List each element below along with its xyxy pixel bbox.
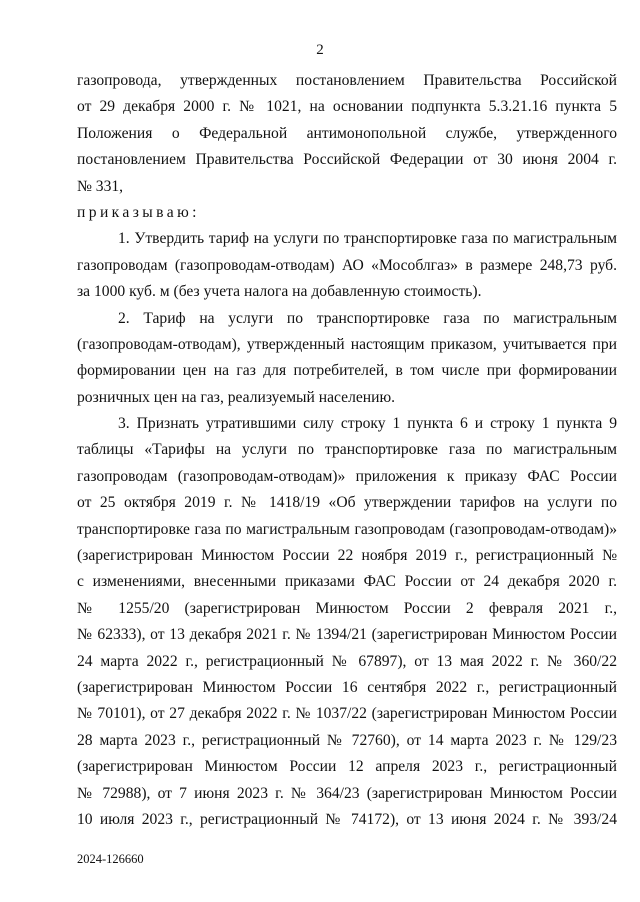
text-line: от 29 декабря 2000 г. № 1021, на основании подпункта 5.3.21.16 пункта 5: [77, 98, 617, 116]
text-line: (зарегистрирован Минюстом России 22 ноября 2019 г., регистрационный №: [77, 547, 617, 565]
text-line: постановлением Правительства Российской Федерации от 30 июня 2004 г.: [77, 151, 617, 169]
text-line: № 70101), от 27 декабря 2022 г. № 1037/22 (зарегистрирован Минюстом России: [77, 705, 617, 723]
text-line: (газопроводам-отводам), утвержденный настоящим приказом, учитывается при: [77, 335, 617, 353]
text-line: 1. Утвердить тариф на услуги по транспортировке газа по магистральным: [118, 230, 617, 248]
text-line: таблицы «Тарифы на услуги по транспортировке газа по магистральным: [77, 441, 617, 459]
text-line: (зарегистрирован Минюстом России 12 апреля 2023 г., регистрационный: [77, 758, 617, 776]
text-line: № 331,: [77, 177, 124, 195]
text-line: формировании цен на газ для потребителей, в том числе при формировании: [77, 362, 617, 380]
text-line: за 1000 куб. м (без учета налога на добавленную стоимость).: [77, 283, 482, 301]
text-line: 3. Признать утратившими силу строку 1 пункта 6 и строку 1 пункта 9: [118, 415, 617, 433]
text-line: приказываю:: [77, 203, 200, 221]
text-line: 28 марта 2023 г., регистрационный № 72760), от 14 марта 2023 г. № 129/23: [77, 731, 617, 749]
text-line: с изменениями, внесенными приказами ФАС России от 24 декабря 2020 г.: [77, 573, 617, 591]
text-line: (зарегистрирован Минюстом России 16 сентября 2022 г., регистрационный: [77, 678, 617, 696]
text-line: газопроводам (газопроводам-отводам) АО «Мособлгаз» в размере 248,73 руб.: [77, 256, 617, 274]
text-line: газопроводам (газопроводам-отводам)» приложения к приказу ФАС России: [77, 467, 617, 485]
text-line: № 1255/20 (зарегистрирован Минюстом России 2 февраля 2021 г.,: [77, 599, 617, 617]
document-body: [77, 68, 617, 833]
page-number: 2: [316, 42, 324, 58]
document-code: 2024-126660: [77, 852, 144, 866]
text-line: транспортировке газа по магистральным газопроводам (газопроводам-отводам)»: [77, 520, 617, 538]
text-line: от 25 октября 2019 г. № 1418/19 «Об утверждении тарифов на услуги по: [77, 494, 617, 512]
text-line: № 72988), от 7 июня 2023 г. № 364/23 (зарегистрирован Минюстом России: [77, 784, 617, 802]
text-line: 10 июля 2023 г., регистрационный № 74172), от 13 июня 2024 г. № 393/24: [77, 810, 617, 828]
text-line: Положения о Федеральной антимонопольной службе, утвержденного: [77, 124, 617, 142]
text-line: 24 марта 2022 г., регистрационный № 67897), от 13 мая 2022 г. № 360/22: [77, 652, 617, 670]
text-line: № 62333), от 13 декабря 2021 г. № 1394/21 (зарегистрирован Минюстом России: [77, 626, 617, 644]
text-line: 2. Тариф на услуги по транспортировке газа по магистральным: [118, 309, 617, 327]
text-line: газопровода, утвержденных постановлением Правительства Российской: [77, 72, 617, 89]
text-line: розничных цен на газ, реализуемый населению.: [77, 388, 396, 406]
